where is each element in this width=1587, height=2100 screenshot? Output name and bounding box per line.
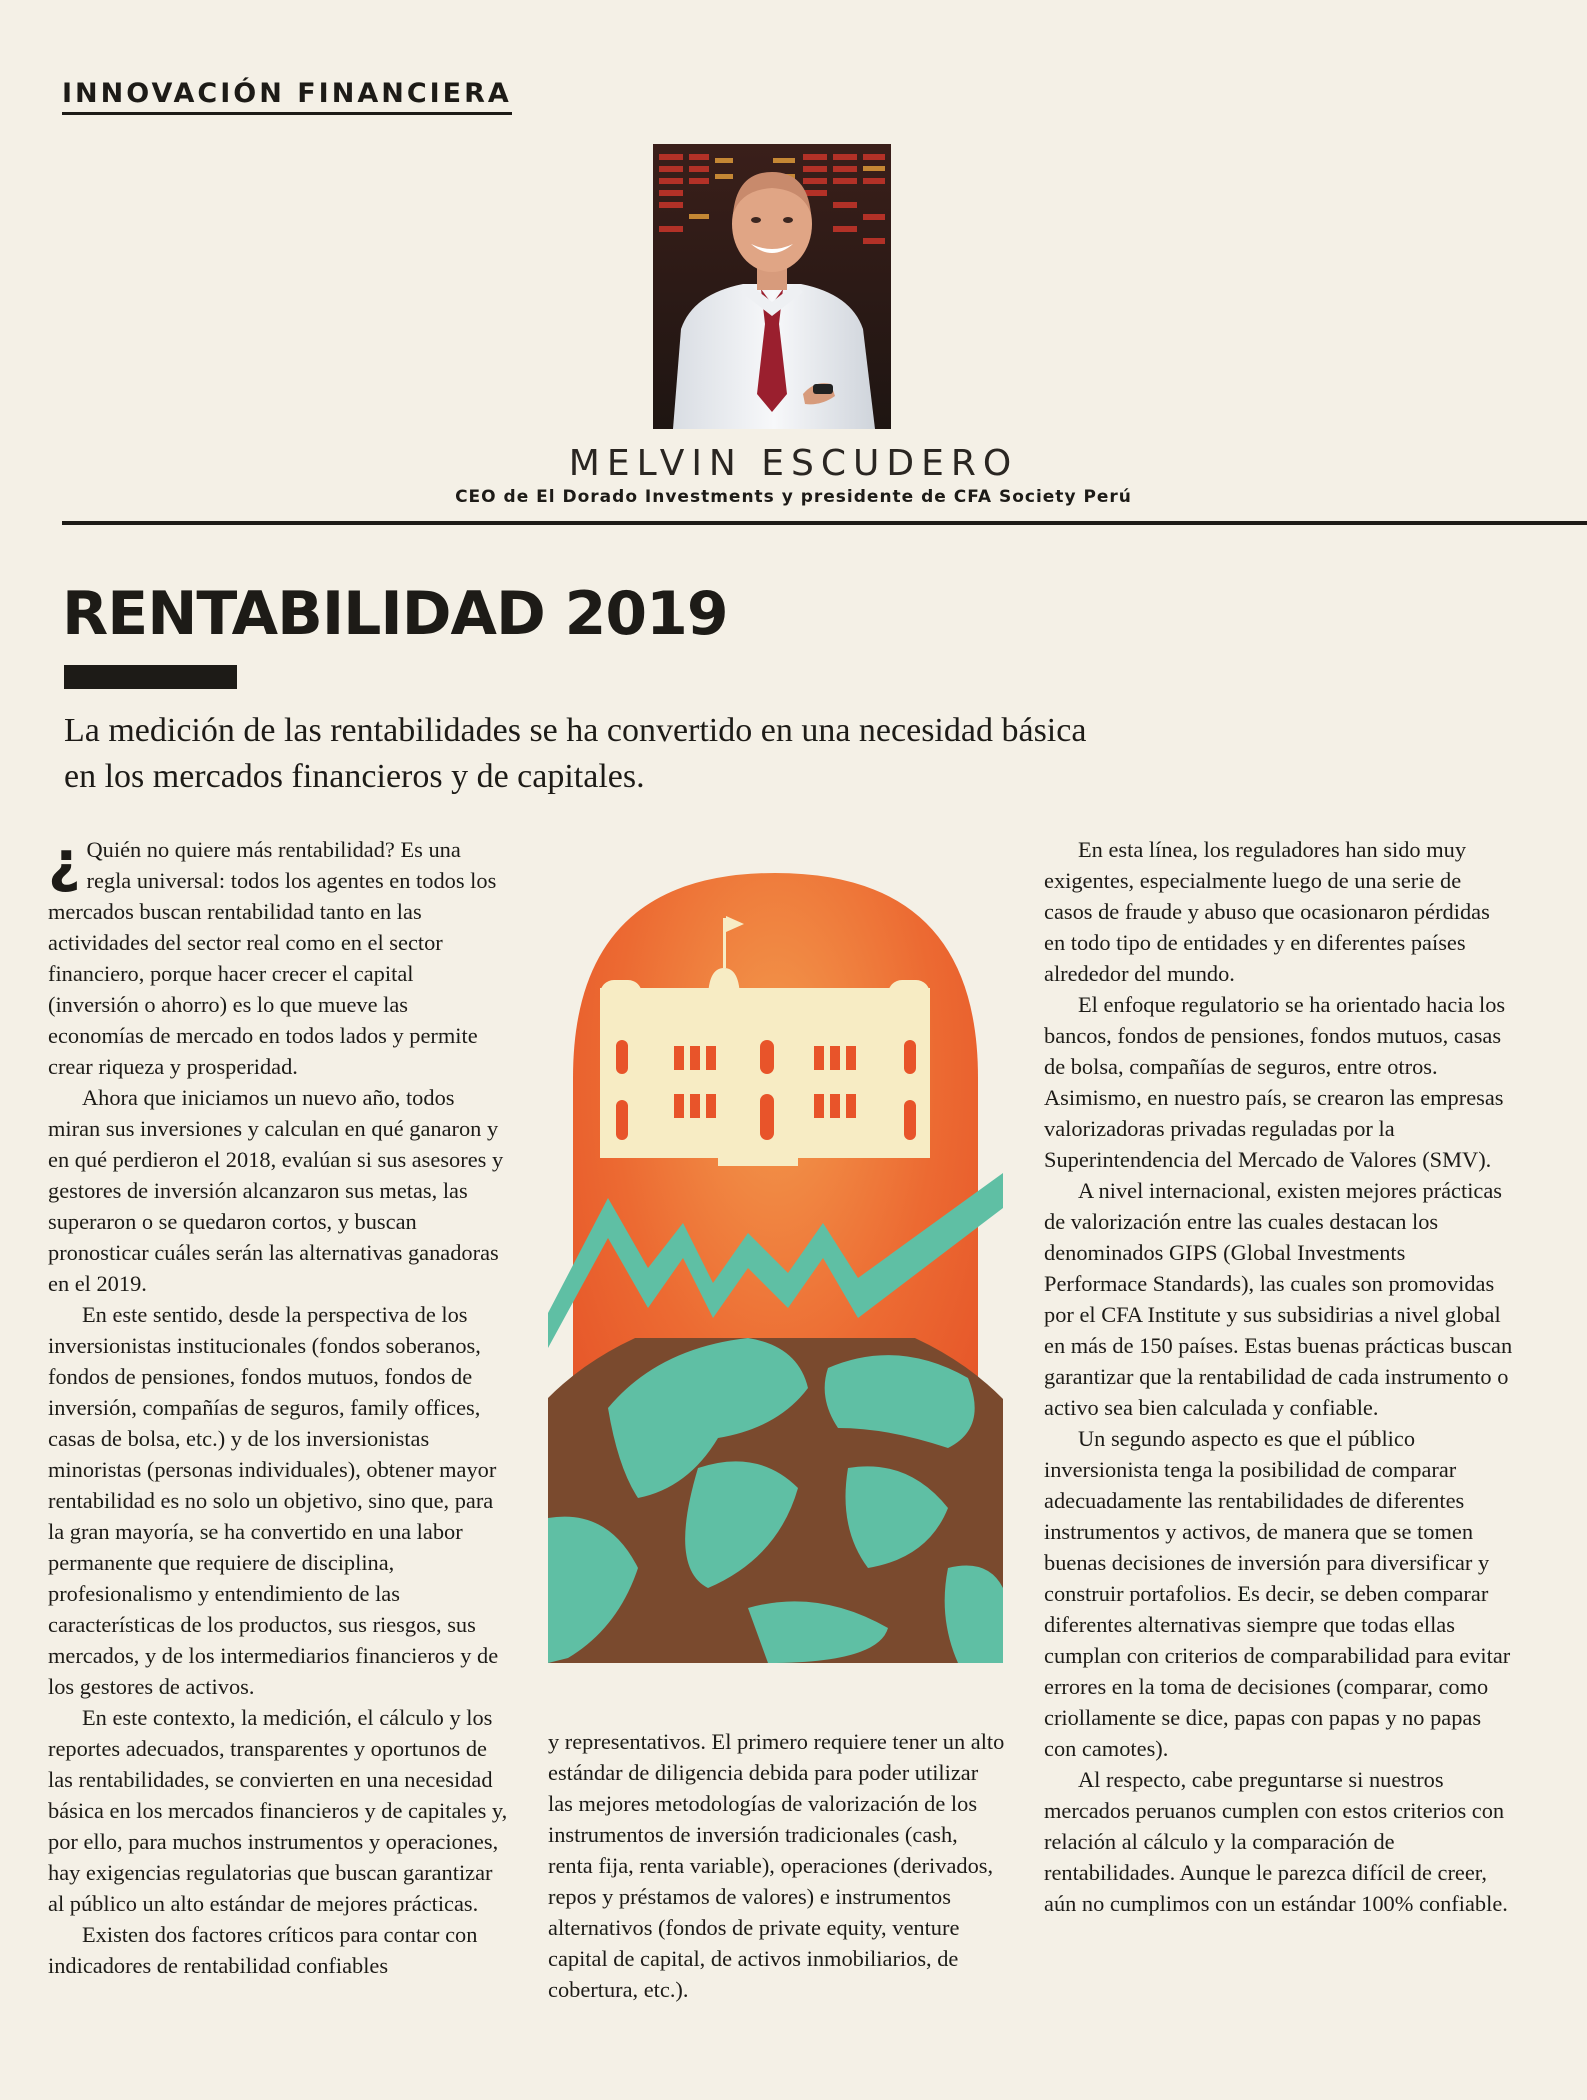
paragraph: El enfoque regulatorio se ha orientado hacia los bancos, fondos de pensiones, fondos mutuos, casas de bolsa, compañías de seguros, entre otros. Asimismo, en nuestro país, se crearon las empresas valorizadoras privadas reguladas por la Superintendencia del Mercado de Valores (SMV). [1044,992,1506,1172]
header-rule [62,521,1587,525]
author-photo-image [653,144,891,429]
paragraph: Ahora que iniciamos un nuevo año, todos miran sus inversiones y calculan en qué ganaron y en qué perdieron el 2018, evalúan si sus asesores y gestores de inversión alcanzaron sus metas, las superaron o se quedaron cortos, y buscan pronosticar cuáles serán las alternativas ganadoras en el 2019. [48,1085,504,1296]
paragraph: A nivel internacional, existen mejores prácticas de valorización entre las cuales destacan los denominados GIPS (Global Investments Performace Standards), las cuales son promovidas por el CFA Institute y sus subsidirias a nivel global en más de 150 países. Estas buenas prácticas buscan garantizar que la rentabilidad de cada instrumento o activo sea bien calculada y confiable. [1044,1178,1513,1420]
section-label: INNOVACIÓN FINANCIERA [62,78,512,115]
author-name: MELVIN ESCUDERO [568,443,1019,484]
globe-icon [548,1308,1003,1663]
article-subtitle: La medición de las rentabilidades se ha convertido en una necesidad básica en los mercados financieros y de capitales. [64,712,1087,795]
author-photo [653,144,891,429]
paragraph: En este sentido, desde la perspectiva de los inversionistas institucionales (fondos soberanos, fondos de pensiones, fondos mutuos, fondos de inversión, compañías de seguros, family offices, casas de bolsa, etc.) y de los inversionistas minoristas (personas individuales), obtener mayor rentabilidad es no solo un objetivo, sino que, para la gran mayoría, se ha convertido en una labor permanente que requiere de disciplina, profesionalismo y entendimiento de las características de los productos, sus riesgos, sus mercados, y de los intermediarios financieros y de los gestores de activos. [48,1302,499,1699]
paragraph: ¿ Quién no quiere más rentabilidad? Es una regla universal: todos los agentes en todos los mercados buscan rentabilidad tanto en las actividades del sector real como en el sector financiero, porque hacer crecer el capital (inversión o ahorro) es lo que mueve las economías de mercado en todos lados y permite crear riqueza y prosperidad. [48,830,497,1079]
author-role: CEO de El Dorado Investments y presidente de CFA Society Perú [455,487,1132,507]
article-column-1 [48,830,508,1981]
headline-bar [64,665,237,689]
paragraph: Existen dos factores críticos para contar con indicadores de rentabilidad confiables [48,1922,478,1978]
article-illustration [548,868,1003,1663]
paragraph: En esta línea, los reguladores han sido muy exigentes, especialmente luego de una serie de casos de fraude y abuso que ocasionaron pérdidas en todo tipo de entidades y en diferentes países alrededor del mundo. [1044,837,1490,986]
bank-globe-illustration [548,868,1003,1663]
article-column-3 [1044,834,1514,1919]
paragraph: Al respecto, cabe preguntarse si nuestros mercados peruanos cumplen con estos criterios con relación al cálculo y la comparación de rentabilidades. Aunque le parezca difícil de creer, aún no cumplimos con un estándar 100% confiable. [1044,1767,1508,1916]
article-headline: RENTABILIDAD 2019 [62,579,728,649]
dropcap: ¿ [48,830,81,895]
paragraph: y representativos. El primero requiere tener un alto estándar de diligencia debida para poder utilizar las mejores metodologías de valorización de los instrumentos de inversión tradicionales (cash, renta fija, renta variable), operaciones (derivados, repos y préstamos de valores) e instrumentos alternativos (fondos de private equity, venture capital de capital, de activos inmobiliarios, de cobertura, etc.). [548,1729,1005,2002]
paragraph: Un segundo aspecto es que el público inversionista tenga la posibilidad de comparar adecuadamente las rentabilidades de diferentes instrumentos y activos, de manera que se tomen buenas decisiones de inversión para diversificar y construir portafolios. Es decir, se deben comparar diferentes alternativas siempre que todas ellas cumplan con criterios de comparabilidad para evitar errores en la toma de decisiones (comparar, como criollamente se dice, papas con papas y no papas con camotes). [1044,1426,1511,1761]
article-column-2 [548,1726,1008,2005]
paragraph: En este contexto, la medición, el cálculo y los reportes adecuados, transparentes y oportunos de las rentabilidades, se convierten en una necesidad básica en los mercados financieros y de capitales y, por ello, para muchos instrumentos y operaciones, hay exigencias regulatorias que buscan garantizar al público un alto estándar de mejores prácticas. [48,1705,508,1916]
